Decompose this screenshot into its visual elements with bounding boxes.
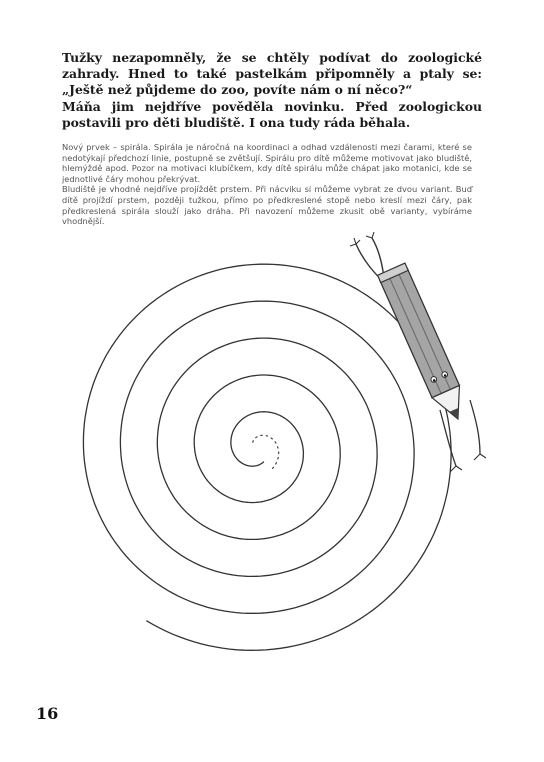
pencil-character	[350, 232, 486, 472]
story-paragraph-2: Máňa jim nejdříve pověděla novinku. Před zoologickou postavili pro děti bludiště. I ona tudy ráda běhala.	[62, 98, 482, 130]
teacher-note-paragraph-2: Bludiště je vhodné nejdříve projíždět prstem. Při nácviku si můžeme vybrat ze dvou variant. Buď dítě projíždí prstem, později tužkou, přímo po předkreslené stopě nebo kreslí mezi čáry, pak předkreslená spirála slouží jako dráha. Při navození můžeme zkusit obě varianty, vybíráme vhodnější.	[62, 184, 472, 227]
spiral-dotted-guide	[253, 435, 279, 469]
story-paragraph-1: Tužky nezapomněly, že se chtěly podívat do zoologické zahrady. Hned to také pastelkám připomněly a ptaly se: „Ještě než půjdeme do zoo, povíte nám o ní něco?“	[62, 50, 482, 98]
spiral-maze-path	[83, 264, 451, 650]
page-number: 16	[36, 704, 59, 723]
teacher-note-paragraph-1: Nový prvek – spirála. Spirála je náročná na koordinaci a odhad vzdálenosti mezi čarami, které se nedotýkají předchozí linie, postupně se zvětšují. Spirálu pro dítě můžeme motivovat jako bludiště, hlemýždě apod. Pozor na motivaci klubíčkem, kdy dítě spirálu může chápat jako motanici, kde se jednotlivé čáry mohou překrývat.	[62, 142, 472, 184]
